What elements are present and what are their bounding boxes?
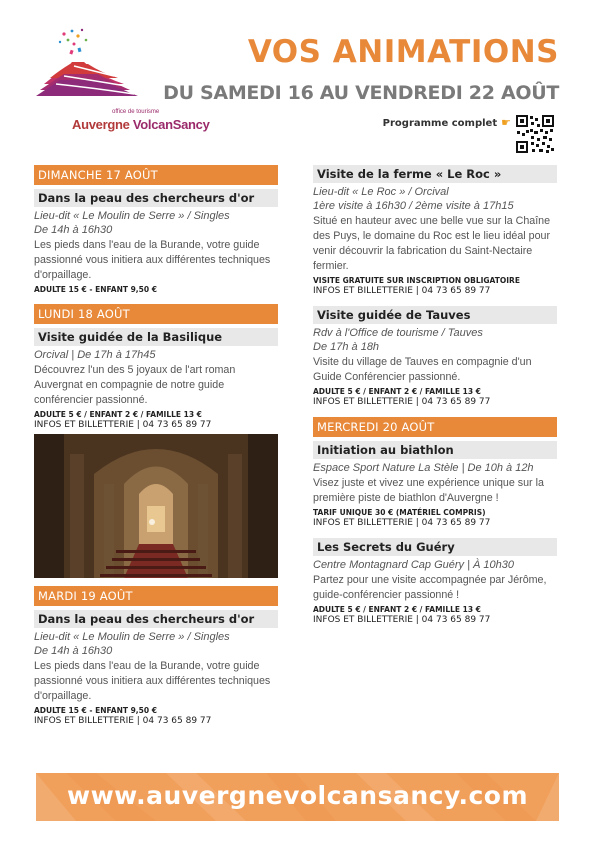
event-title: Visite de la ferme « Le Roc » [313, 165, 557, 183]
event-title: Visite guidée de Tauves [313, 306, 557, 324]
left-column [34, 165, 278, 736]
right-column [313, 165, 557, 635]
logo-name [72, 117, 210, 132]
event-info: INFOS ET BILLETTERIE | 04 73 65 89 77 [34, 716, 212, 726]
event-biathlon [313, 441, 557, 528]
pointing-hand-icon: ☛ [501, 116, 511, 129]
event-location: Espace Sport Nature La Stèle | De 10h à 12h [313, 462, 534, 474]
day-header-tuesday: MARDI 19 AOÛT [34, 586, 278, 606]
program-link[interactable] [383, 116, 511, 129]
footer-banner[interactable] [36, 773, 559, 821]
event-info: INFOS ET BILLETTERIE | 04 73 65 89 77 [34, 420, 212, 430]
event-time: De 14h à 16h30 [34, 224, 113, 236]
event-info: INFOS ET BILLETTERIE | 04 73 65 89 77 [313, 286, 491, 296]
event-title: Dans la peau des chercheurs d'or [34, 189, 278, 207]
event-info: INFOS ET BILLETTERIE | 04 73 65 89 77 [313, 518, 491, 528]
event-description: Les pieds dans l'eau de la Burande, votre guide passionné vous initiera aux différentes techniques d'orpaillage. [34, 239, 271, 281]
day-header-sunday: DIMANCHE 17 AOÛT [34, 165, 278, 185]
logo-name-part1: Auvergne [72, 117, 133, 132]
event-price: ADULTE 15 € - ENFANT 9,50 € [34, 285, 157, 294]
event-location: Rdv à l'Office de tourisme / Tauves [313, 327, 483, 339]
brand-logo [34, 26, 210, 132]
event-price: ADULTE 5 € / ENFANT 2 € / FAMILLE 13 € [313, 387, 481, 396]
event-description: Visez juste et vivez une expérience unique sur la première piste de biathlon d'Auvergne ! [313, 477, 544, 504]
event-info: INFOS ET BILLETTERIE | 04 73 65 89 77 [313, 615, 491, 625]
event-farm-visit [313, 165, 557, 296]
event-time: De 17h à 18h [313, 341, 380, 353]
logo-name-part2: VolcanSancy [132, 117, 210, 132]
event-title: Dans la peau des chercheurs d'or [34, 610, 278, 628]
event-tauves-visit [313, 306, 557, 407]
event-title: Les Secrets du Guéry [313, 538, 557, 556]
event-location: Lieu-dit « Le Roc » / Orcival [313, 186, 449, 198]
qr-code-icon[interactable] [515, 114, 555, 154]
event-location: Centre Montagnard Cap Guéry | À 10h30 [313, 559, 514, 571]
event-price: ADULTE 5 € / ENFANT 2 € / FAMILLE 13 € [313, 605, 481, 614]
event-basilica-visit [34, 328, 278, 430]
event-price: ADULTE 15 € - ENFANT 9,50 € [34, 706, 157, 715]
event-guery-secrets [313, 538, 557, 625]
website-link[interactable]: www.auvergnevolcansancy.com [66, 781, 529, 810]
event-price: TARIF UNIQUE 30 € (MATÉRIEL COMPRIS) [313, 508, 486, 517]
event-description: Les pieds dans l'eau de la Burande, votre guide passionné vous initiera aux différentes techniques d'orpaillage. [34, 660, 271, 702]
page-subtitle: DU SAMEDI 16 AU VENDREDI 22 AOÛT [163, 82, 559, 104]
event-title: Visite guidée de la Basilique [34, 328, 278, 346]
basilica-interior-photo [34, 434, 278, 578]
event-info: INFOS ET BILLETTERIE | 04 73 65 89 77 [313, 397, 491, 407]
event-gold-seekers-tuesday [34, 610, 278, 726]
program-label: Programme complet [382, 118, 498, 129]
event-location: Orcival | De 17h à 17h45 [34, 349, 156, 361]
event-time: 1ère visite à 16h30 / 2ème visite à 17h15 [313, 200, 514, 212]
logo-office-label: office de tourisme [112, 109, 160, 115]
day-header-monday: LUNDI 18 AOÛT [34, 304, 278, 324]
event-description: Visite du village de Tauves en compagnie d'un Guide Conférencier passionné. [313, 356, 532, 383]
day-header-wednesday: MERCREDI 20 AOÛT [313, 417, 557, 437]
page-title: VOS ANIMATIONS [247, 34, 559, 70]
event-location: Lieu-dit « Le Moulin de Serre » / Singles [34, 210, 230, 222]
event-price: ADULTE 5 € / ENFANT 2 € / FAMILLE 13 € [34, 410, 202, 419]
event-description: Découvrez l'un des 5 joyaux de l'art roman Auvergnat en compagnie de notre guide conférencier passionné. [34, 364, 236, 406]
event-title: Initiation au biathlon [313, 441, 557, 459]
event-location: Lieu-dit « Le Moulin de Serre » / Singles [34, 631, 230, 643]
event-description: Partez pour une visite accompagnée par Jérôme, guide-conférencier passionné ! [313, 574, 547, 601]
event-description: Situé en hauteur avec une belle vue sur la Chaîne des Puys, le domaine du Roc est le lieu idéal pour venir découvrir la fabrication du Saint-Nectaire fermier. [313, 215, 551, 272]
event-price: VISITE GRATUITE SUR INSCRIPTION OBLIGATOIRE [313, 276, 520, 285]
event-gold-seekers-sunday [34, 189, 278, 294]
event-time: De 14h à 16h30 [34, 645, 113, 657]
